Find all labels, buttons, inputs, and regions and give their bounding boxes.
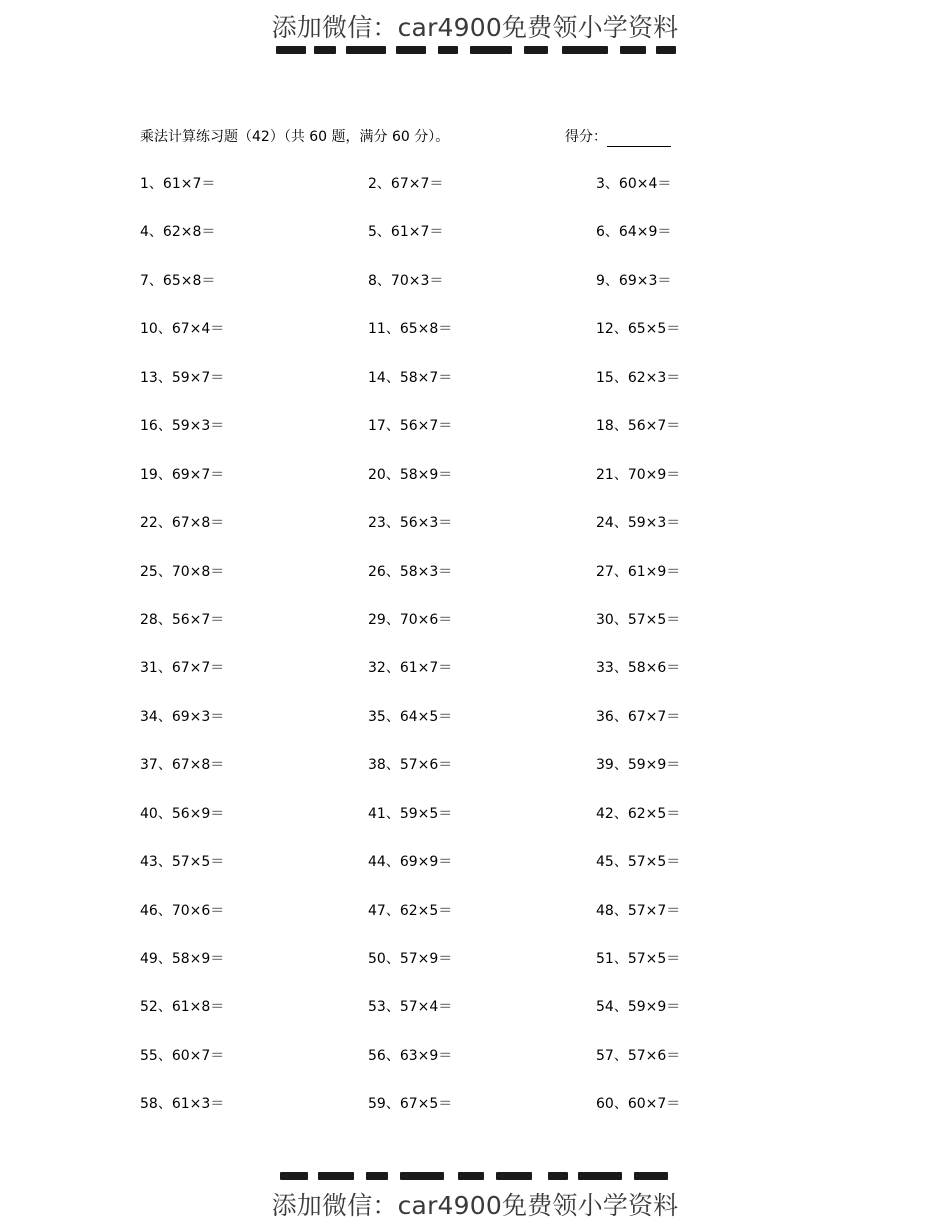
problem-item: 26、58×3＝	[368, 563, 453, 580]
problem-item: 51、57×5＝	[596, 951, 681, 967]
score-label: 得分：	[565, 129, 607, 145]
problem-item: 35、64×5＝	[368, 708, 453, 725]
problem-item: 33、58×6＝	[596, 660, 681, 677]
problem-item: 48、57×7＝	[596, 902, 681, 919]
problem-item: 39、59×9＝	[596, 757, 681, 774]
wechat-banner-bottom: 添加微信：car4900免费领小学资料	[271, 1191, 679, 1220]
problem-item: 14、58×7＝	[368, 369, 453, 386]
problem-item: 19、69×7＝	[140, 466, 225, 483]
problem-item: 20、58×9＝	[368, 466, 453, 483]
problem-item: 40、56×9＝	[140, 805, 225, 822]
problem-item: 3、60×4＝	[596, 176, 672, 192]
problem-item: 42、62×5＝	[596, 805, 681, 822]
problem-item: 1、61×7＝	[140, 176, 216, 192]
problem-item: 18、56×7＝	[596, 418, 681, 435]
problem-item: 53、57×4＝	[368, 999, 453, 1016]
problem-item: 31、67×7＝	[140, 660, 225, 677]
problem-item: 41、59×5＝	[368, 805, 453, 822]
problem-item: 30、57×5＝	[596, 611, 681, 628]
problem-item: 12、65×5＝	[596, 321, 681, 338]
problem-item: 29、70×6＝	[368, 611, 453, 628]
problem-item: 22、67×8＝	[140, 515, 225, 532]
problem-item: 24、59×3＝	[596, 515, 681, 532]
score-blank[interactable]	[607, 132, 671, 147]
problem-item: 57、57×6＝	[596, 1047, 681, 1064]
problem-item: 11、65×8＝	[368, 321, 453, 338]
problem-item: 15、62×3＝	[596, 369, 681, 386]
problem-item: 50、57×9＝	[368, 951, 453, 967]
problem-item: 10、67×4＝	[140, 321, 225, 338]
problem-item: 58、61×3＝	[140, 1096, 225, 1113]
cropped-text-strip-bottom	[272, 1172, 680, 1182]
problem-item: 56、63×9＝	[368, 1047, 453, 1064]
problem-item: 34、69×3＝	[140, 708, 225, 725]
problem-item: 52、61×8＝	[140, 999, 225, 1016]
problem-item: 13、59×7＝	[140, 369, 225, 386]
problem-item: 38、57×6＝	[368, 757, 453, 774]
problem-item: 27、61×9＝	[596, 563, 681, 580]
worksheet-title: 乘法计算练习题（42）（共 60 题，满分 60 分）。	[140, 129, 450, 145]
problem-item: 21、70×9＝	[596, 466, 681, 483]
problem-item: 43、57×5＝	[140, 854, 225, 871]
problem-item: 9、69×3＝	[596, 272, 672, 289]
problem-item: 54、59×9＝	[596, 999, 681, 1016]
problem-item: 5、61×7＝	[368, 224, 444, 241]
problem-item: 46、70×6＝	[140, 902, 225, 919]
problem-item: 2、67×7＝	[368, 176, 444, 192]
problem-item: 36、67×7＝	[596, 708, 681, 725]
problem-item: 4、62×8＝	[140, 224, 216, 241]
problem-item: 8、70×3＝	[368, 272, 444, 289]
problem-item: 6、64×9＝	[596, 224, 672, 241]
problem-item: 7、65×8＝	[140, 272, 216, 289]
wechat-banner-top: 添加微信：car4900免费领小学资料	[271, 13, 679, 42]
problem-item: 55、60×7＝	[140, 1047, 225, 1064]
problem-item: 47、62×5＝	[368, 902, 453, 919]
problem-item: 25、70×8＝	[140, 563, 225, 580]
problem-item: 59、67×5＝	[368, 1096, 453, 1113]
problem-item: 60、60×7＝	[596, 1096, 681, 1113]
worksheet-header	[140, 127, 680, 147]
problem-item: 16、59×3＝	[140, 418, 225, 435]
problem-item: 49、58×9＝	[140, 951, 225, 967]
problem-item: 28、56×7＝	[140, 611, 225, 628]
problem-item: 32、61×7＝	[368, 660, 453, 677]
problem-item: 45、57×5＝	[596, 854, 681, 871]
cropped-text-strip-top	[272, 44, 680, 54]
problem-grid	[140, 174, 700, 1143]
problem-item: 37、67×8＝	[140, 757, 225, 774]
problem-item: 17、56×7＝	[368, 418, 453, 435]
score-field	[565, 127, 671, 147]
problem-item: 44、69×9＝	[368, 854, 453, 871]
problem-item: 23、56×3＝	[368, 515, 453, 532]
